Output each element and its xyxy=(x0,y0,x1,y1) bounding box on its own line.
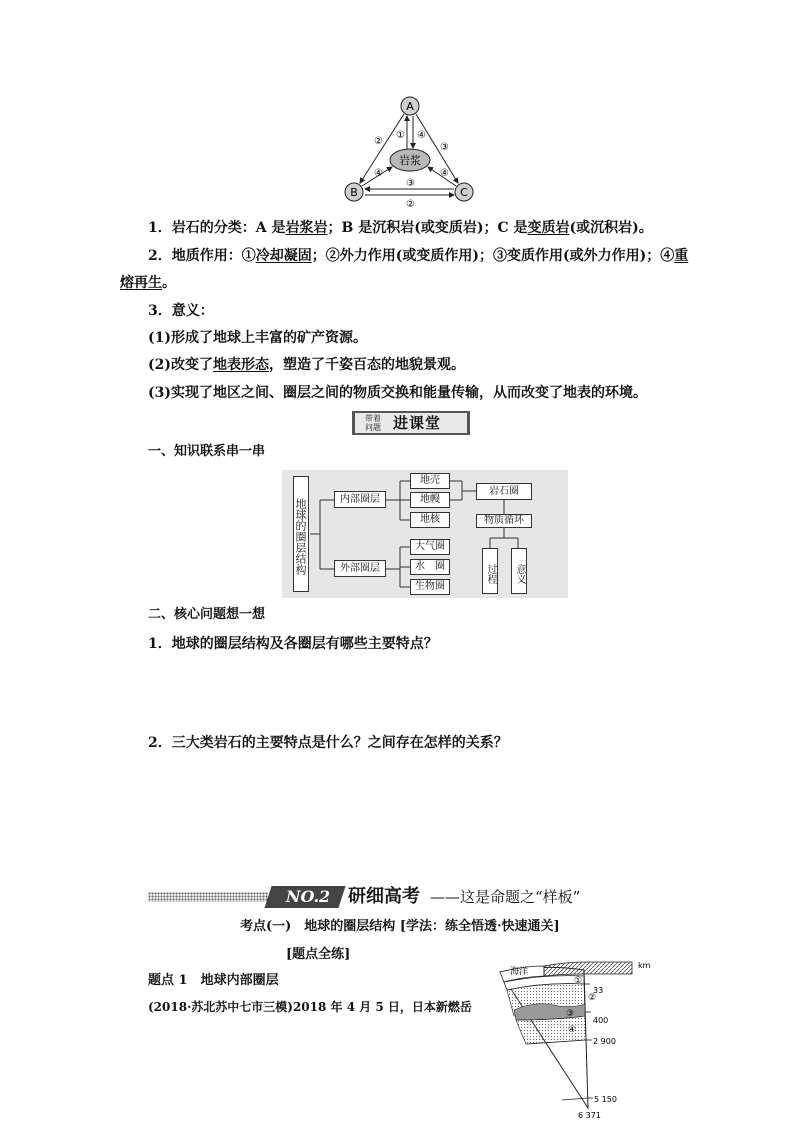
banner-subtitle: ——这是命题之“样板” xyxy=(430,888,581,906)
ocean-label: 海洋 xyxy=(510,967,529,977)
answer-1: 冷却凝固 xyxy=(255,248,312,264)
point-3-title: 3．意义： xyxy=(148,303,214,319)
depth-5150: 5 150 xyxy=(594,1095,617,1104)
banner-title: 研细高考 xyxy=(348,886,420,907)
depth-6371: 6 371 xyxy=(578,1111,601,1120)
depth-33: 33 xyxy=(593,986,604,995)
node-c-label: C xyxy=(460,186,468,199)
banner-dots xyxy=(148,892,268,902)
map-cycle: 物质循环 xyxy=(476,514,532,528)
depth-2900: 2 900 xyxy=(593,1037,616,1046)
tidian-text: 2018 年 4 月 5 日，日本新燃岳 xyxy=(292,1000,472,1014)
map-crust: 地壳 xyxy=(410,473,450,489)
depth-400: 400 xyxy=(593,1016,609,1025)
map-meaning: 意义 xyxy=(511,548,527,594)
layer-label-3: ③ xyxy=(566,1009,575,1019)
map-core: 地核 xyxy=(410,512,450,528)
section-1-heading: 一、知识联系串一串 xyxy=(148,444,266,459)
answer-landform: 地表形态 xyxy=(213,357,269,373)
point-3-item-1: (1)形成了地球上丰富的矿产资源。 xyxy=(148,330,367,346)
label-c-magma: ④ xyxy=(440,168,449,179)
label-cb-top: ③ xyxy=(406,178,415,189)
land-layer xyxy=(544,962,632,976)
map-lithosphere: 岩石圈 xyxy=(476,483,532,500)
section-2-heading: 二、核心问题想一想 xyxy=(148,607,266,622)
map-atmosphere: 大气圈 xyxy=(410,539,450,555)
knowledge-map xyxy=(282,470,568,598)
unit-label: km xyxy=(638,961,651,970)
point-2-cont: 熔再生。 xyxy=(120,275,176,291)
layer-label-2: ② xyxy=(588,993,597,1003)
label-bc-bottom: ② xyxy=(406,199,415,210)
kaodian-title: 考点(一) 地球的圈层结构 [学法：练全悟透·快速通关] xyxy=(240,919,560,934)
map-root: 地球的圈层结构 xyxy=(293,476,309,592)
rock-cycle-diagram xyxy=(330,92,490,212)
map-hydrosphere: 水 圈 xyxy=(410,559,450,575)
section-badge xyxy=(352,411,470,435)
tidian-title: 题点 1 地球内部圈层 xyxy=(148,973,279,988)
label-a-to-magma: ① xyxy=(396,130,405,141)
layer-label-1: ① xyxy=(574,976,583,986)
map-outer: 外部圈层 xyxy=(334,560,386,577)
node-a-label: A xyxy=(406,100,414,113)
map-inner: 内部圈层 xyxy=(334,491,386,508)
badge-small-top: 带着 xyxy=(365,414,381,423)
point-3-item-2: (2)改变了地表形态，塑造了千姿百态的地貌景观。 xyxy=(148,357,465,373)
magma-label: 岩浆 xyxy=(399,154,421,167)
answer-c: 变质岩 xyxy=(527,220,570,236)
point-2: 2．地质作用：①冷却凝固；②外力作用(或变质作用)；③变质作用(或外力作用)；④重 xyxy=(148,248,689,264)
layer-label-4: ④ xyxy=(568,1025,577,1035)
badge-big: 进课堂 xyxy=(393,414,442,432)
kaodian-sub: [题点全练] xyxy=(286,947,351,962)
question-1: 1．地球的圈层结构及各圈层有哪些主要特点？ xyxy=(148,636,438,652)
map-biosphere: 生物圈 xyxy=(410,579,450,595)
map-process: 过程 xyxy=(482,548,498,594)
tidian-line xyxy=(148,998,472,1016)
node-b-label: B xyxy=(350,186,358,199)
earth-interior-diagram xyxy=(496,960,656,1120)
banner-badge: NO.2 xyxy=(285,887,331,906)
label-b-magma: ④ xyxy=(374,168,383,179)
question-2: 2．三大类岩石的主要特点是什么？之间存在怎样的关系？ xyxy=(148,735,508,751)
section-banner xyxy=(148,884,648,910)
point-3-item-3: (3)实现了地区之间、圈层之间的物质交换和能量传输，从而改变了地表的环境。 xyxy=(148,385,647,401)
answer-a: 岩浆岩 xyxy=(285,220,328,236)
answer-4a: 重 xyxy=(674,248,689,264)
point-1: 1．岩石的分类：A 是岩浆岩；B 是沉积岩(或变质岩)；C 是变质岩(或沉积岩)。 xyxy=(148,220,653,236)
map-mantle: 地幔 xyxy=(410,492,450,508)
answer-4b: 熔再生 xyxy=(120,275,162,291)
label-magma-to-a: ④ xyxy=(417,130,426,141)
label-ac: ③ xyxy=(440,142,449,153)
badge-small-bottom: 问题 xyxy=(365,423,381,432)
tidian-source: (2018·苏北苏中七市三模) xyxy=(148,1000,293,1014)
label-ab: ② xyxy=(374,136,383,147)
